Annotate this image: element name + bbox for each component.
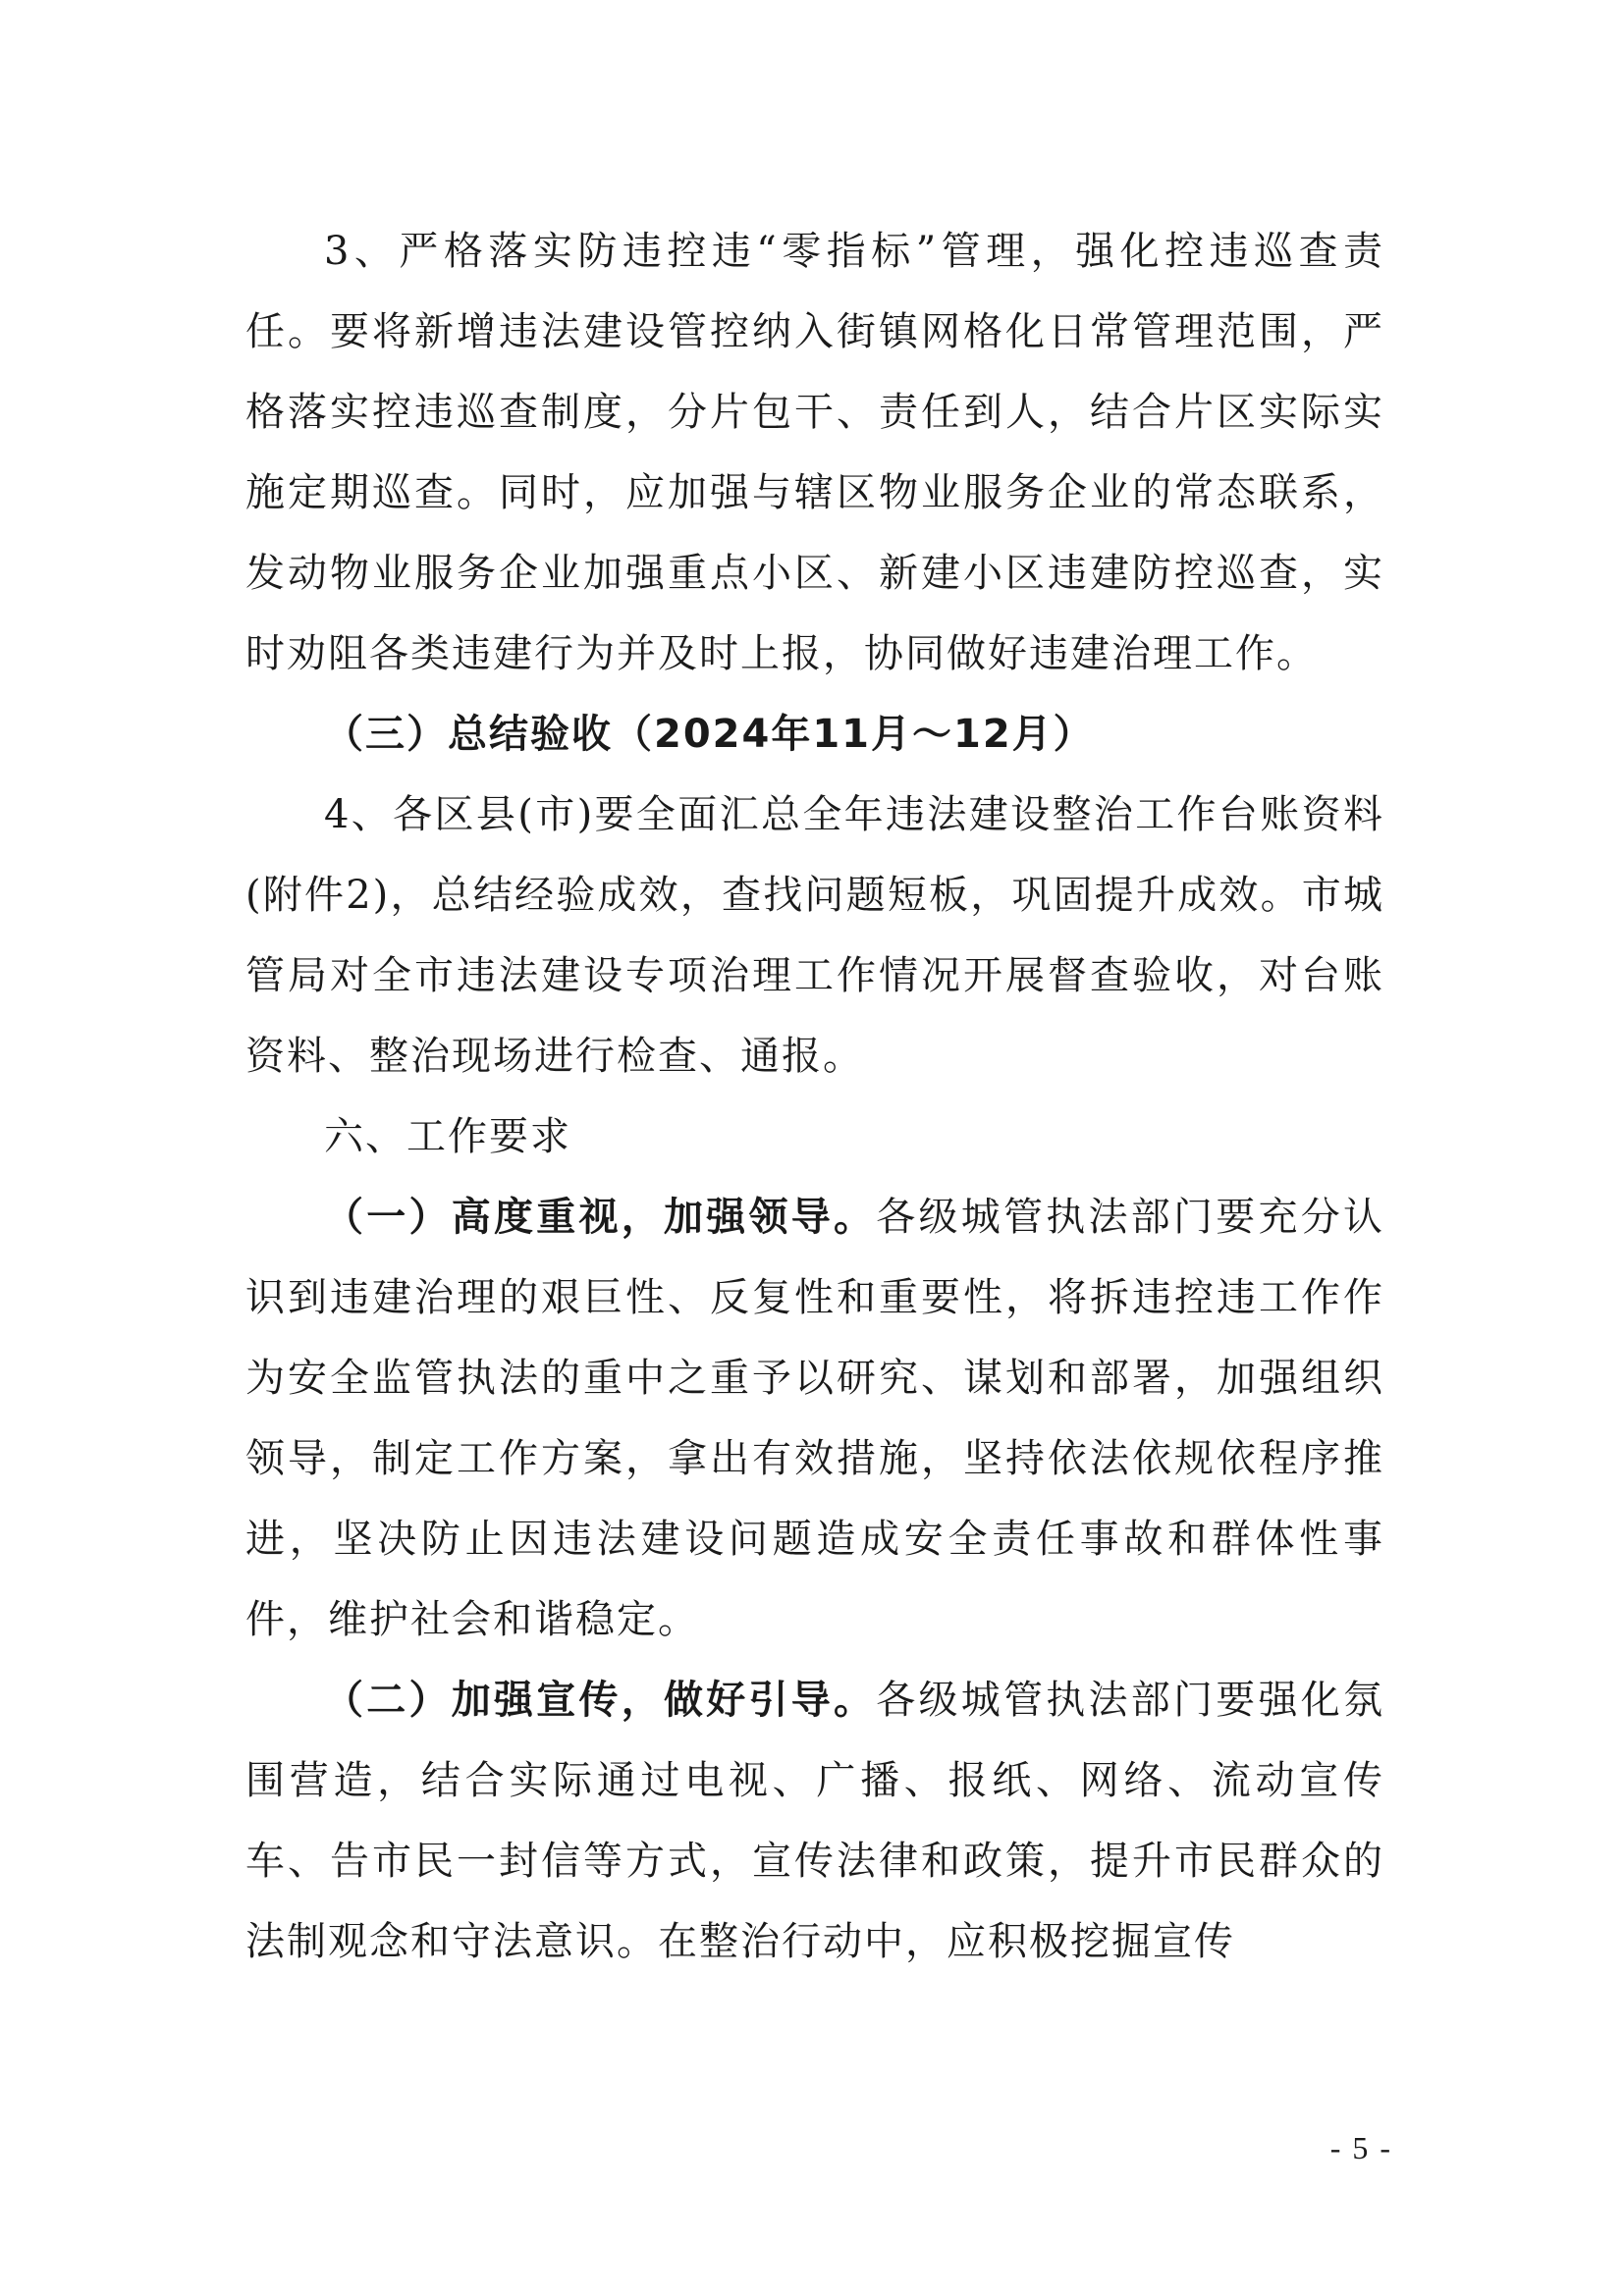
subsection-heading-summary-acceptance: （三）总结验收（2024年11月～12月） xyxy=(324,712,1095,757)
paragraph-item-4: 4、各区县(市)要全面汇总全年违法建设整治工作台账资料(附件2)，总结经验成效，查找问题短板，巩固提升成效。市城管局对全市违法建设专项治理工作情况开展督查验收，对台账资料、整治现场进行检查、通报。 xyxy=(245,792,1384,1079)
document-body xyxy=(245,211,1384,1982)
requirement-2-paragraph xyxy=(245,1660,1384,1982)
requirement-2-title: （二）加强宣传，做好引导。 xyxy=(324,1678,877,1723)
requirement-1-body: 各级城管执法部门要充分认识到违建治理的艰巨性、反复性和重要性，将拆违控违工作作为安全监管执法的重中之重予以研究、谋划和部署，加强组织领导，制定工作方案，拿出有效措施，坚持依法依规依程序推进，坚决防止因违法建设问题造成安全责任事故和群体性事件，维护社会和谐稳定。 xyxy=(245,1195,1384,1642)
requirement-1-title: （一）高度重视，加强领导。 xyxy=(324,1195,877,1240)
requirement-2-body: 各级城管执法部门要强化氛围营造，结合实际通过电视、广播、报纸、网络、流动宣传车、告市民一封信等方式，宣传法律和政策，提升市民群众的法制观念和守法意识。在整治行动中，应积极挖掘宣传 xyxy=(245,1678,1384,1964)
paragraph-item-3: 3、严格落实防违控违“零指标”管理，强化控违巡查责任。要将新增违法建设管控纳入街镇网格化日常管理范围，严格落实控违巡查制度，分片包干、责任到人，结合片区实际实施定期巡查。同时，应加强与辖区物业服务企业的常态联系，发动物业服务企业加强重点小区、新建小区违建防控巡查，实时劝阻各类违建行为并及时上报，协同做好违建治理工作。 xyxy=(245,229,1384,676)
section-heading-work-requirements: 六、工作要求 xyxy=(324,1114,571,1159)
page-number: - 5 - xyxy=(1329,2130,1392,2165)
requirement-1-paragraph xyxy=(245,1177,1384,1660)
